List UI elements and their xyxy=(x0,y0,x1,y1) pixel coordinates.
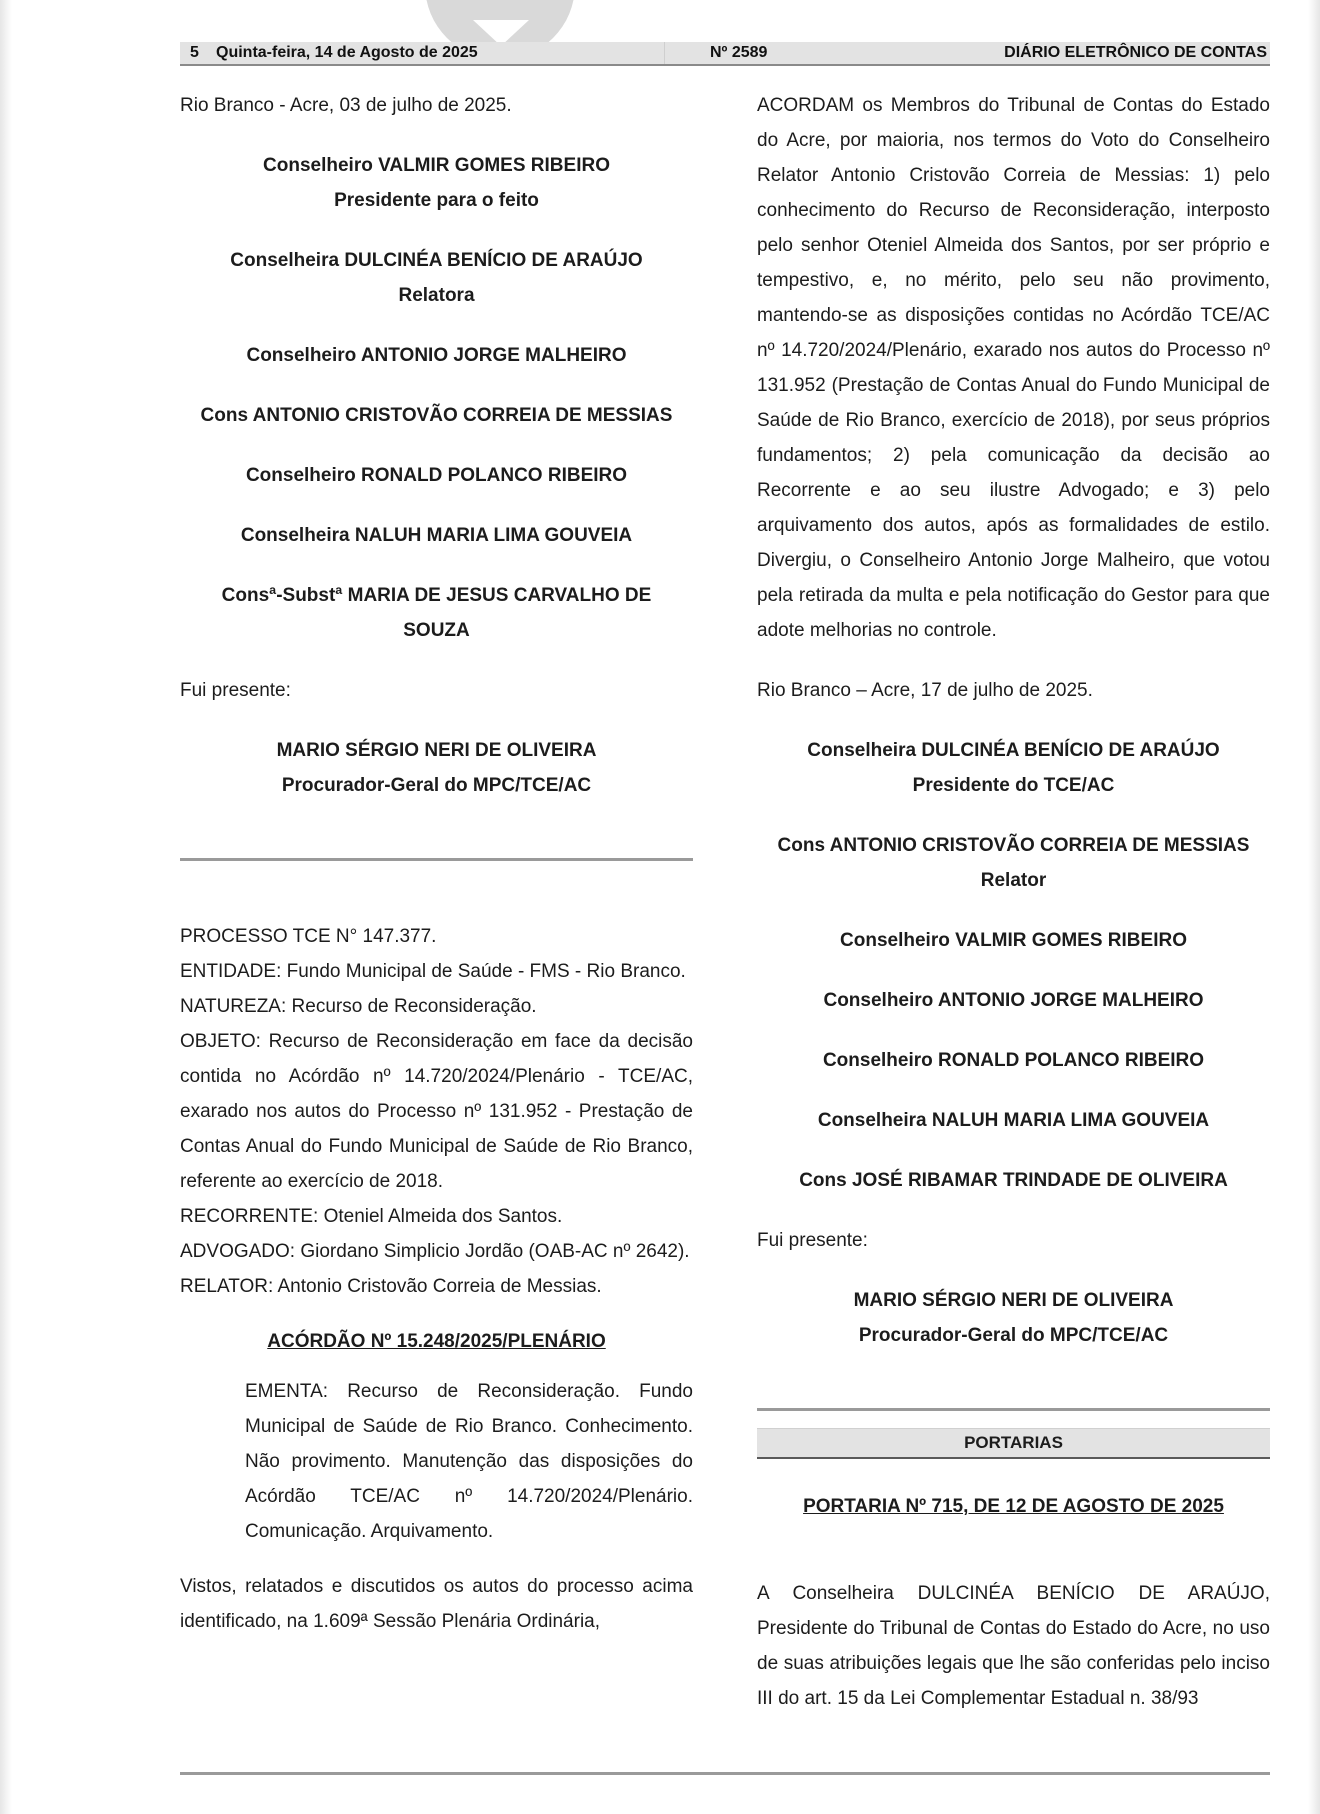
signatory-name: Conselheira DULCINÉA BENÍCIO DE ARAÚJO xyxy=(807,740,1220,761)
present-label: Fui presente: xyxy=(180,680,291,701)
prosecutor-role: Procurador-Geral do MPC/TCE/AC xyxy=(858,1325,1169,1346)
signatory-role: Presidente do TCE/AC xyxy=(912,775,1115,796)
signatory-name: Conselheiro ANTONIO JORGE MALHEIRO xyxy=(246,345,627,366)
place-date: Rio Branco - Acre, 03 de julho de 2025. xyxy=(180,95,512,116)
prosecutor-name: MARIO SÉRGIO NERI DE OLIVEIRA xyxy=(853,1290,1174,1311)
vistos-text: Vistos, relatados e discutidos os autos do processo acima identificado, na 1.609ª Sessão Plenária Ordinária, xyxy=(180,1576,693,1632)
signatory-name: Conselheiro RONALD POLANCO RIBEIRO xyxy=(245,465,628,486)
signatory-name: Conselheiro ANTONIO JORGE MALHEIRO xyxy=(823,990,1204,1011)
right-column xyxy=(757,88,1270,1716)
publication-date: Quinta-feira, 14 de Agosto de 2025 xyxy=(216,44,478,61)
signatory-name-cont: SOUZA xyxy=(403,620,470,641)
nature-field: NATUREZA: Recurso de Reconsideração. xyxy=(180,996,537,1017)
prosecutor-role: Procurador-Geral do MPC/TCE/AC xyxy=(281,775,592,796)
page-number: 5 xyxy=(190,44,199,61)
signatory-name: Cons JOSÉ RIBAMAR TRINDADE DE OLIVEIRA xyxy=(799,1170,1228,1191)
acordao-title: ACÓRDÃO Nº 15.248/2025/PLENÁRIO xyxy=(267,1331,606,1352)
signatory-name: Conselheiro VALMIR GOMES RIBEIRO xyxy=(840,930,1187,951)
place-date: Rio Branco – Acre, 17 de julho de 2025. xyxy=(757,680,1093,701)
signatory-name: Cons ANTONIO CRISTOVÃO CORREIA DE MESSIAS xyxy=(200,405,673,426)
signatory-name: Cons ANTONIO CRISTOVÃO CORREIA DE MESSIAS xyxy=(777,835,1250,856)
page-edge-right xyxy=(1308,0,1320,1814)
signatory-name: Conselheira DULCINÉA BENÍCIO DE ARAÚJO xyxy=(230,250,643,271)
issue-number: Nº 2589 xyxy=(710,44,768,61)
ementa-text: EMENTA: Recurso de Reconsideração. Fundo Municipal de Saúde de Rio Branco. Conhecimento. Não provimento. Manutenção das disposições do Acórdão TCE/AC nº 14.720/2024/Plenário. Comunicação. Arquivamento. xyxy=(245,1381,693,1542)
section-heading-bar: PORTARIAS xyxy=(757,1428,1270,1459)
header-divider xyxy=(664,42,665,64)
portaria-text: A Conselheira DULCINÉA BENÍCIO DE ARAÚJO, Presidente do Tribunal de Contas do Estado do Acre, no uso de suas atribuições legais que lhe são conferidas pelo inciso III do art. 15 da Lei Complementar Estadual n. 38/93 xyxy=(757,1583,1270,1709)
rapporteur-field: RELATOR: Antonio Cristovão Correia de Messias. xyxy=(180,1276,602,1297)
page-header xyxy=(180,42,1270,66)
entity-field: ENTIDADE: Fundo Municipal de Saúde - FMS - Rio Branco. xyxy=(180,961,686,982)
prosecutor-name: MARIO SÉRGIO NERI DE OLIVEIRA xyxy=(276,740,597,761)
acordam-text: ACORDAM os Membros do Tribunal de Contas do Estado do Acre, por maioria, nos termos do Voto do Conselheiro Relator Antonio Cristovão Correia de Messias: 1) pelo conhecimento do Recurso de Reconsideração, interposto pelo senhor Oteniel Almeida dos Santos, por ser próprio e tempestivo, e, no mérito, pelo seu não provimento, mantendo-se as disposições contidas no Acórdão TCE/AC nº 14.720/2024/Plenário, exarado nos autos do Processo nº 131.952 (Prestação de Contas Anual do Fundo Municipal de Saúde de Rio Branco, exercício de 2018), por seus próprios fundamentos; 2) pela comunicação da decisão ao Recorrente e ao seu ilustre Advogado; e 3) pelo arquivamento dos autos, após as formalidades de estilo. Divergiu, o Conselheiro Antonio Jorge Malheiro, que votou pela retirada da multa e pela notificação do Gestor para que adote melhorias no controle. xyxy=(757,95,1270,641)
left-column xyxy=(180,88,693,1639)
signatory-name: Conselheira NALUH MARIA LIMA GOUVEIA xyxy=(240,525,633,546)
signatory-name: Conselheira NALUH MARIA LIMA GOUVEIA xyxy=(817,1110,1210,1131)
signatory-name: Conselheiro VALMIR GOMES RIBEIRO xyxy=(263,155,610,176)
object-field: OBJETO: Recurso de Reconsideração em face da decisão contida no Acórdão nº 14.720/2024/Plenário - TCE/AC, exarado nos autos do Processo nº 131.952 - Prestação de Contas Anual do Fundo Municipal de Saúde de Rio Branco, referente ao exercício de 2018. xyxy=(180,1031,693,1192)
present-label: Fui presente: xyxy=(757,1230,868,1251)
signatory-name: Consª-Substª MARIA DE JESUS CARVALHO DE xyxy=(221,585,652,606)
journal-title: DIÁRIO ELETRÔNICO DE CONTAS xyxy=(1004,44,1267,61)
process-number: PROCESSO TCE N° 147.377. xyxy=(180,926,437,947)
portaria-title: PORTARIA Nº 715, DE 12 DE AGOSTO DE 2025 xyxy=(803,1496,1224,1517)
page-edge-left xyxy=(0,0,12,1814)
signatory-role: Presidente para o feito xyxy=(334,190,539,211)
signatory-name: Conselheiro RONALD POLANCO RIBEIRO xyxy=(822,1050,1205,1071)
lawyer-field: ADVOGADO: Giordano Simplicio Jordão (OAB-AC nº 2642). xyxy=(180,1241,690,1262)
footer-divider xyxy=(180,1772,1270,1775)
signatory-role: Relator xyxy=(980,870,1047,891)
signatory-role: Relatora xyxy=(398,285,475,306)
appellant-field: RECORRENTE: Oteniel Almeida dos Santos. xyxy=(180,1206,563,1227)
